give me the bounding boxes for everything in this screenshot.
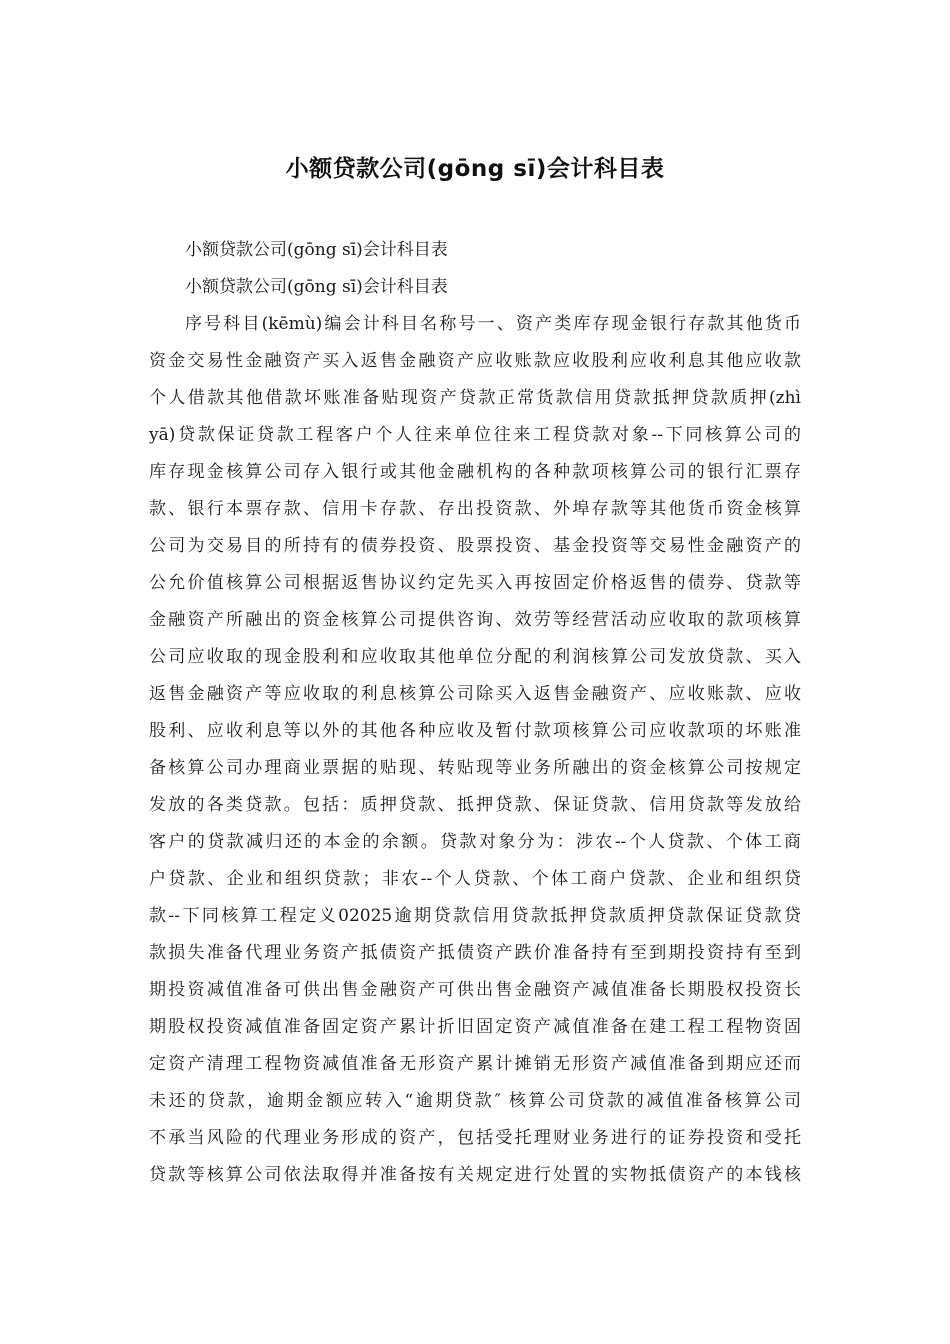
body-line: 股利、应收利息等以外的其他各种应收及暂付款项核算公司应收款项的坏账准 bbox=[149, 721, 801, 741]
subtitle-line: 小额贷款公司(gōng sī)会计科目表 bbox=[185, 240, 448, 260]
body-line: 款、银行本票存款、信用卡存款、存出投资款、外埠存款等其他货币资金核算 bbox=[149, 499, 801, 519]
body-line: 公司应收取的现金股利和应收取其他单位分配的利润核算公司发放贷款、买入 bbox=[149, 647, 801, 667]
body-line: 贷款等核算公司依法取得并准备按有关规定进行处置的实物抵债资产的本钱核 bbox=[149, 1165, 801, 1185]
body-line: 个人借款其他借款坏账准备贴现资产贷款正常货款信用贷款抵押贷款质押(zhì bbox=[149, 388, 801, 408]
body-line: 不承当风险的代理业务形成的资产，包括受托理财业务进行的证券投资和受托 bbox=[149, 1128, 801, 1148]
document-body bbox=[149, 232, 801, 1194]
body-line: 期股权投资减值准备固定资产累计折旧固定资产减值准备在建工程工程物资固 bbox=[149, 1017, 801, 1037]
body-line: 期投资减值准备可供出售金融资产可供出售金融资产减值准备长期股权投资长 bbox=[149, 980, 801, 1000]
body-line: 定资产清理工程物资减值准备无形资产累计摊销无形资产减值准备到期应还而 bbox=[149, 1054, 801, 1074]
body-line: 备核算公司办理商业票据的贴现、转贴现等业务所融出的资金核算公司按规定 bbox=[149, 758, 801, 778]
body-line: 户贷款、企业和组织贷款；非农--个人贷款、个体工商户贷款、企业和组织贷 bbox=[149, 869, 801, 889]
body-line: 返售金融资产等应收取的利息核算公司除买入返售金融资产、应收账款、应收 bbox=[149, 684, 801, 704]
subtitle-line: 小额贷款公司(gōng sī)会计科目表 bbox=[185, 277, 448, 297]
body-line: 序号科目(kēmù)编会计科目名称号一、资产类库存现金银行存款其他货币 bbox=[185, 314, 801, 334]
body-line: 库存现金核算公司存入银行或其他金融机构的各种款项核算公司的银行汇票存 bbox=[149, 462, 801, 482]
body-line: 客户的贷款减归还的本金的余额。贷款对象分为：涉农--个人贷款、个体工商 bbox=[149, 832, 801, 852]
body-line: yā)贷款保证贷款工程客户个人往来单位往来工程贷款对象--下同核算公司的 bbox=[149, 425, 801, 445]
body-line: 公司为交易目的所持有的债券投资、股票投资、基金投资等交易性金融资产的 bbox=[149, 536, 801, 556]
body-line: 资金交易性金融资产买入返售金融资产应收账款应收股利应收利息其他应收款 bbox=[149, 351, 801, 371]
body-line: 款--下同核算工程定义02025逾期贷款信用贷款抵押贷款质押贷款保证贷款贷 bbox=[149, 906, 801, 926]
body-line: 发放的各类贷款。包括：质押贷款、抵押贷款、保证贷款、信用贷款等发放给 bbox=[149, 795, 801, 815]
body-line: 公允价值核算公司根据返售协议约定先买入再按固定价格返售的债券、贷款等 bbox=[149, 573, 801, 593]
body-line: 款损失准备代理业务资产抵债资产抵债资产跌价准备持有至到期投资持有至到 bbox=[149, 943, 801, 963]
document-title: 小额贷款公司(gōng sī)会计科目表 bbox=[285, 156, 665, 182]
body-line: 金融资产所融出的资金核算公司提供咨询、效劳等经营活动应收取的款项核算 bbox=[149, 610, 801, 630]
body-line: 未还的贷款，逾期金额应转入“逾期贷款″ 核算公司贷款的减值准备核算公司 bbox=[149, 1091, 801, 1111]
